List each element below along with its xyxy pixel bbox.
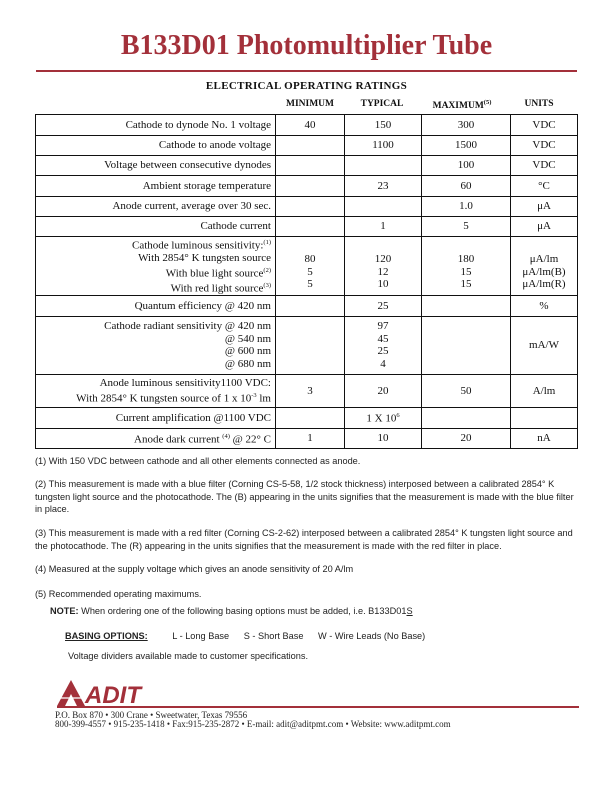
typ-cell: 150 xyxy=(345,115,422,136)
table-row-luminous xyxy=(36,237,578,296)
footnote-4: (4) Measured at the supply voltage which gives an anode sensitivity of 20 A/lm xyxy=(35,564,354,574)
typ-cell: 10 xyxy=(345,428,422,448)
param-cell: Anode current, average over 30 sec. xyxy=(36,197,276,217)
footer-address: P.O. Box 870 • 300 Crane • Sweetwater, Texas 79556 xyxy=(55,710,248,720)
col-units-header: UNITS xyxy=(524,99,554,109)
typ-cell: 97 45 25 4 xyxy=(345,316,422,374)
units-cell xyxy=(511,407,578,428)
param-cell: Anode dark current $^{(4)}$ @ 22° C xyxy=(36,428,276,448)
table-row xyxy=(36,407,578,428)
table-row xyxy=(36,115,578,136)
param-cell: Quantum efficiency @ 420 nm xyxy=(36,295,276,316)
max-cell: 1500 xyxy=(422,136,511,156)
table-row xyxy=(36,176,578,197)
table-row xyxy=(36,156,578,176)
min-cell xyxy=(276,156,345,176)
typ-cell: 23 xyxy=(345,176,422,197)
units-cell: μA/lm μA/lm(B) μA/lm(R) xyxy=(511,237,578,296)
typ-cell: 1 X $10^6$ xyxy=(345,407,422,428)
max-cell xyxy=(422,295,511,316)
param-cell: Anode luminous sensitivity1100 VDC: With 2854° K tungsten source of 1 x $10^{-3}$ lm xyxy=(36,374,276,407)
units-cell: % xyxy=(511,295,578,316)
min-cell xyxy=(276,316,345,374)
min-cell: 3 xyxy=(276,374,345,407)
col-typical-header: TYPICAL xyxy=(360,99,404,109)
units-cell: °C xyxy=(511,176,578,197)
param-cell: Cathode radiant sensitivity @ 420 nm @ 540 nm @ 600 nm @ 680 nm xyxy=(36,316,276,374)
footnote-3: (3) This measurement is made with a red filter (Corning CS-2-62) interposed between a calibrated 2854° K tungsten light source and the photocathode. The (R) appearing in the units signifies that the measurement is made with the red filter in place. xyxy=(35,528,573,551)
max-cell xyxy=(422,316,511,374)
typ-cell: 20 xyxy=(345,374,422,407)
units-cell: μA xyxy=(511,197,578,217)
min-cell: 40 xyxy=(276,115,345,136)
table-row xyxy=(36,217,578,237)
typ-cell: 120 12 10 xyxy=(345,237,422,296)
footnote-1: (1) With 150 VDC between cathode and all other elements connected as anode. xyxy=(35,456,361,466)
min-cell: 80 5 5 xyxy=(276,237,345,296)
footer-contact: 800-399-4557 • 915-235-1418 • Fax:915-235-2872 • E-mail: adit@aditpmt.com • Website: www.aditpmt.com xyxy=(55,719,451,729)
table-row-anode-luminous xyxy=(36,374,578,407)
section-heading: ELECTRICAL OPERATING RATINGS xyxy=(205,80,408,92)
param-cell: Cathode to dynode No. 1 voltage xyxy=(36,115,276,136)
typ-cell: 1 xyxy=(345,217,422,237)
ratings-table xyxy=(35,114,578,449)
dividers-note: Voltage dividers available made to customer specifications. xyxy=(68,651,309,661)
min-cell: 1 xyxy=(276,428,345,448)
units-cell: VDC xyxy=(511,156,578,176)
max-cell: 300 xyxy=(422,115,511,136)
min-cell xyxy=(276,197,345,217)
param-cell: Voltage between consecutive dynodes xyxy=(36,156,276,176)
table-row-radiant xyxy=(36,316,578,374)
units-cell: A/lm xyxy=(511,374,578,407)
units-cell: nA xyxy=(511,428,578,448)
table-row xyxy=(36,136,578,156)
min-cell xyxy=(276,136,345,156)
min-cell xyxy=(276,295,345,316)
max-cell xyxy=(422,407,511,428)
typ-cell xyxy=(345,156,422,176)
table-row xyxy=(36,197,578,217)
typ-cell: 25 xyxy=(345,295,422,316)
max-cell: 5 xyxy=(422,217,511,237)
footnote-2: (2) This measurement is made with a blue filter (Corning CS-5-58, 1/2 stock thickness) interposed between a calibrated 2854° K tungsten light source and the photocathode. The (B) appearing in the units signifies that the measurement is made with the blue filter in place. xyxy=(35,479,574,514)
table-row xyxy=(36,428,578,448)
units-cell: VDC xyxy=(511,136,578,156)
units-cell: VDC xyxy=(511,115,578,136)
col-maximum-header: MAXIMUM$^{(5)}$ xyxy=(432,99,492,112)
max-cell: 50 xyxy=(422,374,511,407)
title-rule-top xyxy=(36,70,577,72)
typ-cell xyxy=(345,197,422,217)
param-cell: Cathode luminous sensitivity:$^{(1)}$ With 2854° K tungsten source With blue light source$^{(2)}$ With red light source$^{(3)}$ xyxy=(36,237,276,296)
max-cell: 20 xyxy=(422,428,511,448)
param-cell: Ambient storage temperature xyxy=(36,176,276,197)
min-cell xyxy=(276,217,345,237)
max-cell: 60 xyxy=(422,176,511,197)
max-cell: 100 xyxy=(422,156,511,176)
param-cell: Current amplification @1100 VDC xyxy=(36,407,276,428)
max-cell: 1.0 xyxy=(422,197,511,217)
footnote-5: (5) Recommended operating maximums. xyxy=(35,589,202,599)
logo-text: ADIT xyxy=(85,682,141,708)
basing-options: BASING OPTIONS: L - Long Base S - Short Base W - Wire Leads (No Base) xyxy=(65,631,426,641)
adit-logo xyxy=(55,676,165,708)
min-cell xyxy=(276,176,345,197)
param-cell: Cathode current xyxy=(36,217,276,237)
table-row xyxy=(36,295,578,316)
page-title: B133D01 Photomultiplier Tube xyxy=(120,30,493,61)
ordering-note: NOTE: When ordering one of the following basing options must be added, i.e. B133D01S xyxy=(50,606,413,616)
param-cell: Cathode to anode voltage xyxy=(36,136,276,156)
min-cell xyxy=(276,407,345,428)
units-cell: mA/W xyxy=(511,316,578,374)
typ-cell: 1100 xyxy=(345,136,422,156)
col-minimum-header: MINIMUM xyxy=(285,99,334,109)
units-cell: μA xyxy=(511,217,578,237)
max-cell: 180 15 15 xyxy=(422,237,511,296)
